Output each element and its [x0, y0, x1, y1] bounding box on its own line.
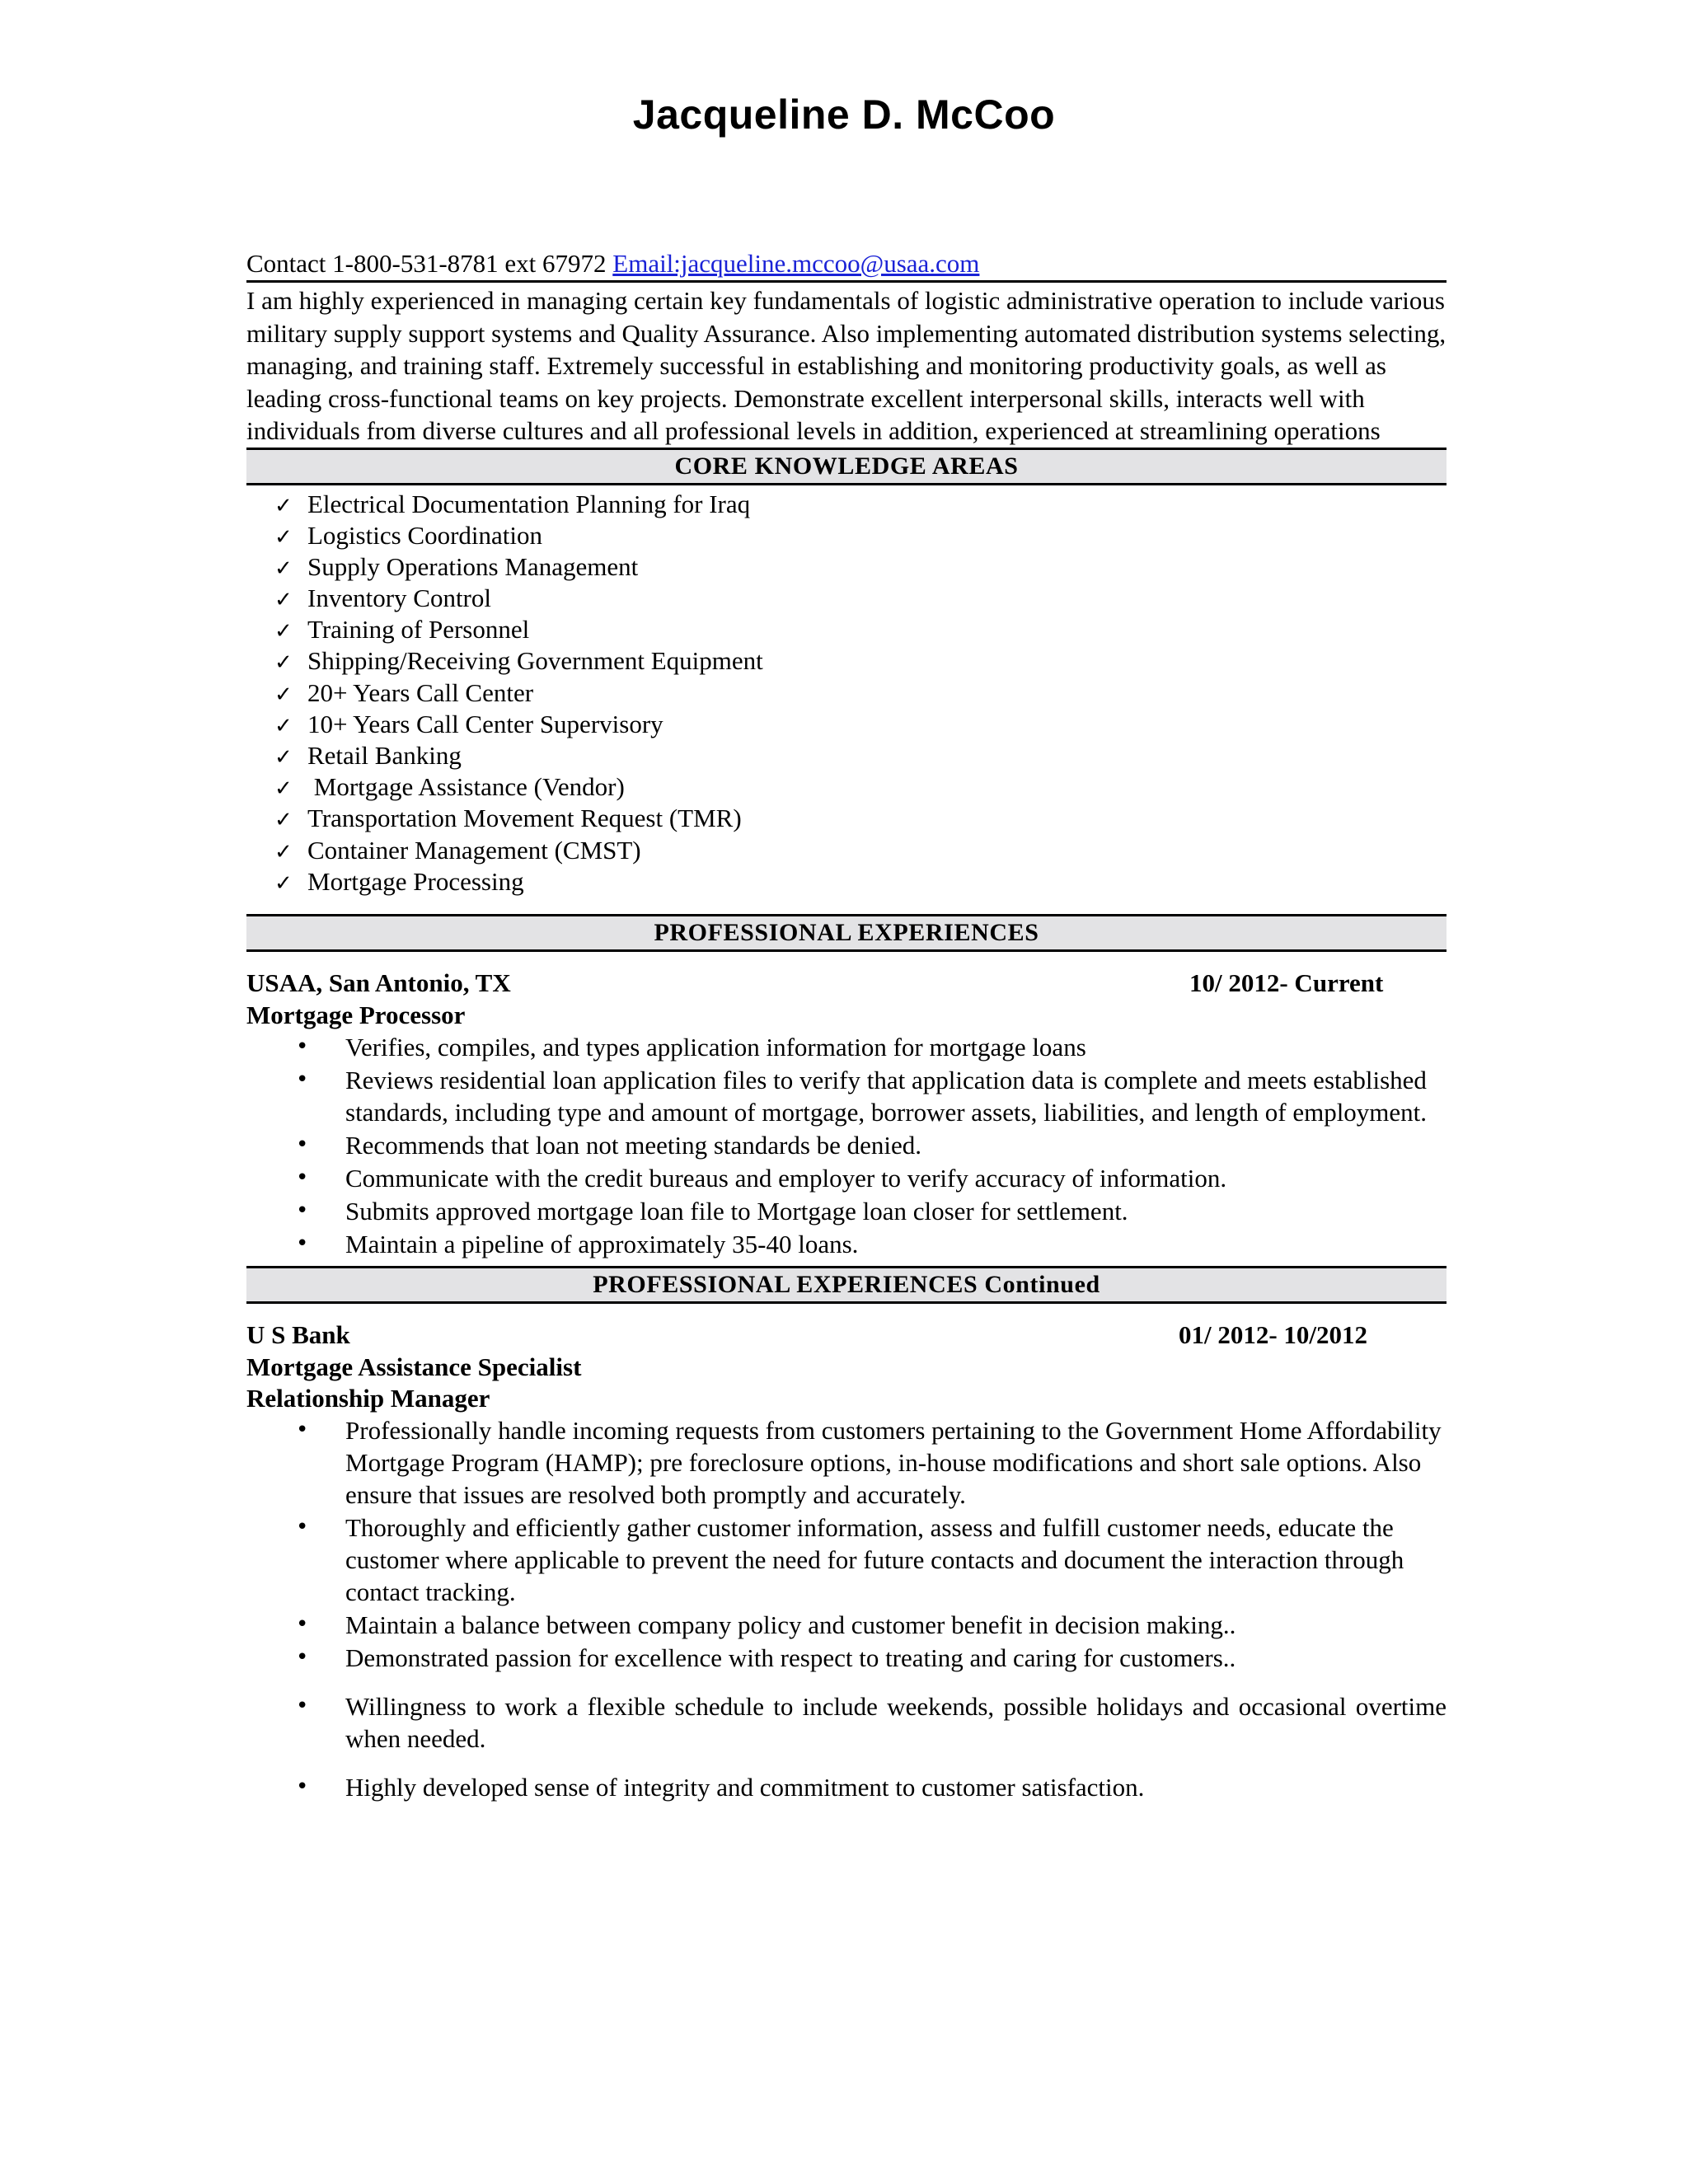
- checkmark-icon: ✓: [274, 682, 293, 707]
- contact-phone: Contact 1-800-531-8781 ext 67972: [246, 249, 613, 278]
- list-item: ✓ Transportation Movement Request (TMR): [274, 803, 1447, 834]
- checkmark-icon: ✓: [274, 650, 293, 676]
- list-item: • Reviews residential loan application files to verify that application data is complete and meets established standards, including type and amount of mortgage, borrower assets, liabilities, and length of employment.: [296, 1065, 1428, 1127]
- list-item: • Thoroughly and efficiently gather customer information, assess and fulfill customer needs, educate the customer where applicable to prevent the need for future contacts and document the interaction through contact tracking.: [296, 1512, 1404, 1606]
- list-item: • Submits approved mortgage loan file to Mortgage loan closer for settlement.: [296, 1196, 1128, 1226]
- list-item: ✓ Mortgage Assistance (Vendor): [274, 771, 1447, 803]
- job-title: Relationship Manager: [246, 1383, 490, 1413]
- bullet-icon: •: [296, 1774, 309, 1799]
- list-item: ✓ Container Management (CMST): [274, 835, 1447, 866]
- employment-dates: 01/ 2012- 10/2012: [1179, 1319, 1368, 1349]
- checkmark-icon: ✓: [274, 493, 293, 518]
- job-title: Mortgage Assistance Specialist: [246, 1352, 582, 1381]
- list-item: ✓ Mortgage Processing: [274, 866, 1447, 898]
- summary-paragraph: I am highly experienced in managing certain key fundamentals of logistic administrative operation to include various military supply support systems and Quality Assurance. Also implementing automated distribution systems selecting, managing, and training staff. Extremely successful in establishing and monitoring productivity goals, as well as leading cross-functional teams on key projects. Demonstrate excellent interpersonal skills, interacts well with individuals from diverse cultures and all professional levels in addition, experienced at streamlining operations: [246, 286, 1447, 445]
- employer-name: U S Bank: [246, 1319, 350, 1349]
- list-item: • Communicate with the credit bureaus and employer to verify accuracy of information.: [296, 1163, 1227, 1193]
- list-item: ✓ Training of Personnel: [274, 614, 1447, 645]
- spacer: [246, 952, 1447, 967]
- job-duties-us-bank: [246, 1414, 1447, 1803]
- bullet-icon: •: [296, 1693, 309, 1718]
- core-knowledge-list: [246, 489, 1447, 898]
- resume-content: [246, 247, 1447, 1804]
- bullet-icon: •: [296, 1514, 309, 1540]
- bullet-icon: •: [296, 1066, 309, 1092]
- spacer: [246, 1304, 1447, 1319]
- list-item: • Demonstrated passion for excellence with respect to treating and caring for customers..: [296, 1643, 1236, 1672]
- experience-continued-header: PROFESSIONAL EXPERIENCES Continued: [246, 1266, 1447, 1304]
- checkmark-icon: ✓: [274, 713, 293, 738]
- list-item: ✓ Inventory Control: [274, 583, 1447, 614]
- checkmark-icon: ✓: [274, 524, 293, 550]
- job-header-us-bank: [246, 1319, 1447, 1352]
- job-duties-usaa: [246, 1031, 1447, 1260]
- list-item: ✓ 10+ Years Call Center Supervisory: [274, 709, 1447, 740]
- email-link[interactable]: Email:jacqueline.mccoo@usaa.com: [612, 249, 980, 278]
- bullet-icon: •: [296, 1611, 309, 1637]
- list-item: • Willingness to work a flexible schedule to include weekends, possible holidays and occasional overtime when needed.: [296, 1691, 1447, 1753]
- bullet-icon: •: [296, 1644, 309, 1670]
- employer-name: USAA, San Antonio, TX: [246, 968, 511, 997]
- core-knowledge-header: CORE KNOWLEDGE AREAS: [246, 448, 1447, 485]
- checkmark-icon: ✓: [274, 808, 293, 833]
- checkmark-icon: ✓: [274, 839, 293, 865]
- bullet-icon: •: [296, 1132, 309, 1157]
- bullet-icon: •: [296, 1033, 309, 1059]
- candidate-name: Jacqueline D. McCoo: [632, 91, 1056, 138]
- list-item: ✓ Retail Banking: [274, 740, 1447, 771]
- list-item: • Maintain a pipeline of approximately 35-40 loans.: [296, 1229, 859, 1258]
- experience-header: PROFESSIONAL EXPERIENCES: [246, 914, 1447, 952]
- checkmark-icon: ✓: [274, 745, 293, 770]
- list-item: ✓ Supply Operations Management: [274, 551, 1447, 583]
- spacer: [246, 898, 1447, 914]
- employment-dates: 10/ 2012- Current: [1189, 968, 1384, 997]
- list-item: • Recommends that loan not meeting standards be denied.: [296, 1130, 922, 1160]
- job-header-usaa: [246, 967, 1447, 1000]
- list-item: • Maintain a balance between company policy and customer benefit in decision making..: [296, 1610, 1236, 1639]
- list-item: ✓ Logistics Coordination: [274, 520, 1447, 551]
- checkmark-icon: ✓: [274, 619, 293, 644]
- checkmark-icon: ✓: [274, 870, 293, 896]
- job-title: Mortgage Processor: [246, 1000, 466, 1029]
- bullet-icon: •: [296, 1165, 309, 1190]
- checkmark-icon: ✓: [274, 588, 293, 613]
- checkmark-icon: ✓: [274, 776, 293, 802]
- bullet-icon: •: [296, 1230, 309, 1256]
- contact-line: [246, 247, 1447, 283]
- list-item: ✓ Shipping/Receiving Government Equipment: [274, 645, 1447, 677]
- list-item: ✓ 20+ Years Call Center: [274, 677, 1447, 709]
- bullet-icon: •: [296, 1417, 309, 1442]
- list-item: • Verifies, compiles, and types application information for mortgage loans: [296, 1032, 1086, 1062]
- checkmark-icon: ✓: [274, 555, 293, 581]
- list-item: • Professionally handle incoming requests from customers pertaining to the Government Home Affordability Mortgage Program (HAMP); pre foreclosure options, in-house modifications and short sale options. Also ensure that issues are resolved both promptly and accurately.: [296, 1415, 1442, 1509]
- list-item: ✓ Electrical Documentation Planning for Iraq: [274, 489, 1447, 520]
- list-item: • Highly developed sense of integrity and commitment to customer satisfaction.: [296, 1772, 1145, 1802]
- bullet-icon: •: [296, 1197, 309, 1223]
